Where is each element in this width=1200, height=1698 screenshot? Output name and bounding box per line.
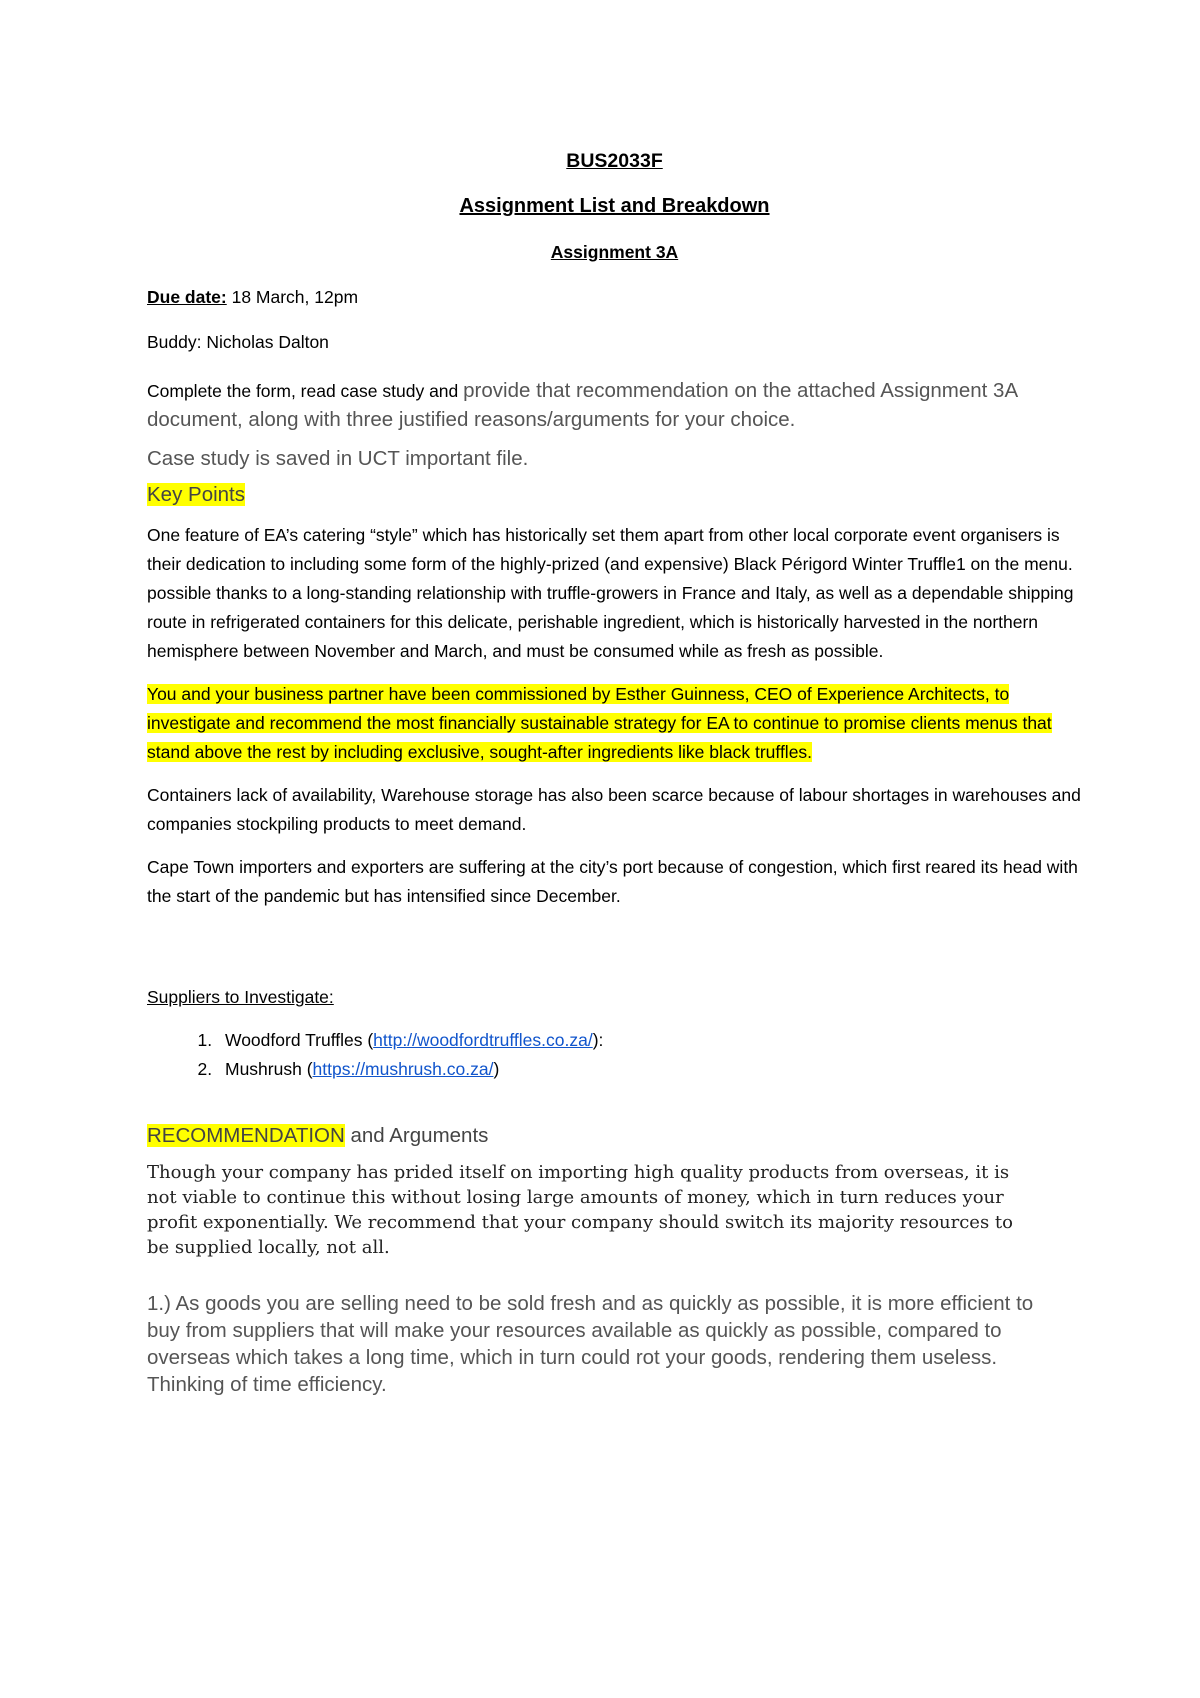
- instruction-part2: provide that recommendation on the attached Assignment 3A document, along with three justified reasons/arguments for your choice.: [147, 379, 1017, 431]
- supplier-link[interactable]: https://mushrush.co.za/: [312, 1059, 494, 1079]
- commission-paragraph: [147, 680, 1082, 767]
- due-date-label: Due date:: [147, 287, 227, 307]
- buddy-line: Buddy: Nicholas Dalton: [147, 332, 329, 352]
- suppliers-heading: Suppliers to Investigate:: [147, 987, 334, 1007]
- supplier-name: Mushrush (: [225, 1059, 313, 1079]
- argument-point-1: 1.) As goods you are selling need to be sold fresh and as quickly as possible, it is more efficient to buy from suppliers that will make your resources available as quickly as possible, compared to overseas which takes a long time, which in turn could rot your goods, rendering them useless. Thinking of time efficiency.: [147, 1292, 1034, 1396]
- supplier-suffix: ): [493, 1059, 500, 1079]
- containers-paragraph: Containers lack of availability, Warehouse storage has also been scarce because of labour shortages in warehouses and companies stockpiling products to meet demand.: [147, 785, 1081, 834]
- list-item: [217, 1055, 1082, 1084]
- key-points-highlight: Key Points: [147, 483, 245, 506]
- supplier-name: Woodford Truffles (: [225, 1030, 374, 1050]
- document-title: Assignment List and Breakdown: [459, 195, 770, 217]
- assignment-title: Assignment 3A: [550, 242, 679, 262]
- instruction-paragraph: [147, 377, 1082, 433]
- recommendation-highlight: RECOMMENDATION: [147, 1124, 345, 1147]
- recommendation-body: Though your company has prided itself on importing high quality products from overseas, it is not viable to continue this without losing large amounts of money, which in turn reduces your profit exponentially. We recommend that your company should switch its majority resources to be supplied locally, not all.: [147, 1162, 1013, 1258]
- recommendation-heading-rest: and Arguments: [344, 1124, 489, 1147]
- feature-paragraph: One feature of EA’s catering “style” which has historically set them apart from other local corporate event organisers is their dedication to including some form of the highly-prized (and expensive) Black Périgord Winter Truffle1 on the menu. possible thanks to a long-standing relationship with truffle-growers in France and Italy, as well as a dependable shipping route in refrigerated containers for this delicate, perishable ingredient, which is historically harvested in the northern hemisphere between November and March, and must be consumed while as fresh as possible.: [147, 525, 1074, 661]
- commission-highlight: You and your business partner have been commissioned by Esther Guinness, CEO of Experience Architects, to investigate and recommend the most financially sustainable strategy for EA to continue to promise clients menus that stand above the rest by including exclusive, sought-after ingredients like black truffles.: [147, 684, 1052, 762]
- capetown-paragraph: Cape Town importers and exporters are suffering at the city’s port because of congestion, which first reared its head with the start of the pandemic but has intensified since December.: [147, 857, 1078, 906]
- due-date-value: 18 March, 12pm: [226, 287, 359, 307]
- suppliers-list: [147, 1026, 1082, 1084]
- due-date-line: [147, 287, 1082, 308]
- course-code: BUS2033F: [566, 150, 663, 172]
- document-body: [147, 150, 1082, 1398]
- case-study-note: Case study is saved in UCT important file.: [147, 447, 529, 470]
- supplier-suffix: ):: [592, 1030, 604, 1050]
- supplier-link[interactable]: http://woodfordtruffles.co.za/: [373, 1030, 593, 1050]
- list-item: [217, 1026, 1082, 1055]
- recommendation-heading: [147, 1124, 1082, 1148]
- instruction-part1: Complete the form, read case study and: [147, 381, 464, 401]
- key-points-heading: [147, 483, 1082, 507]
